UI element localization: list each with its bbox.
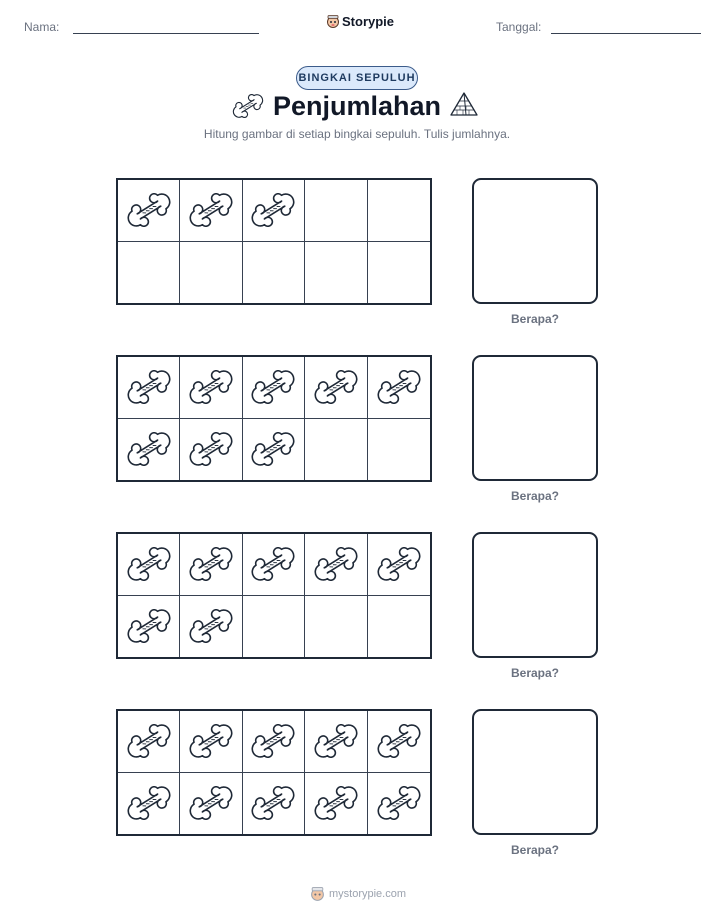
answer-box-4[interactable] bbox=[472, 709, 598, 835]
ten-frame-cell bbox=[368, 711, 430, 773]
ten-frame-cell bbox=[305, 534, 367, 596]
bone-icon bbox=[251, 724, 295, 758]
pyramid-icon bbox=[449, 91, 479, 119]
answer-label-4: Berapa? bbox=[510, 843, 560, 857]
bone-icon bbox=[251, 432, 295, 466]
ten-frame-cell bbox=[305, 357, 367, 419]
ten-frame-cell bbox=[368, 773, 430, 835]
answer-box-1[interactable] bbox=[472, 178, 598, 304]
ten-frame-cell bbox=[118, 596, 180, 658]
ten-frame-cell bbox=[243, 357, 305, 419]
ten-frame-cell bbox=[118, 534, 180, 596]
bone-icon bbox=[377, 547, 421, 581]
ten-frame-cell bbox=[180, 419, 242, 481]
bone-icon bbox=[127, 370, 171, 404]
bone-icon bbox=[189, 724, 233, 758]
ten-frame-cell bbox=[243, 773, 305, 835]
bone-icon bbox=[189, 370, 233, 404]
bone-icon bbox=[127, 547, 171, 581]
ten-frame-cell bbox=[118, 242, 180, 304]
ten-frame-cell bbox=[368, 180, 430, 242]
ten-frame-cell bbox=[243, 180, 305, 242]
ten-frame-3 bbox=[116, 532, 432, 659]
bone-icon bbox=[377, 786, 421, 820]
answer-label-2: Berapa? bbox=[510, 489, 560, 503]
bone-icon bbox=[251, 370, 295, 404]
storypie-logo-icon bbox=[310, 886, 325, 902]
ten-frame-cell bbox=[305, 773, 367, 835]
ten-frame-cell bbox=[118, 419, 180, 481]
answer-box-3[interactable] bbox=[472, 532, 598, 658]
ten-frame-cell bbox=[305, 180, 367, 242]
bone-icon bbox=[189, 609, 233, 643]
ten-frame-2 bbox=[116, 355, 432, 482]
name-field bbox=[24, 20, 259, 34]
bone-icon bbox=[189, 547, 233, 581]
bone-icon bbox=[127, 432, 171, 466]
page-title: Penjumlahan bbox=[272, 91, 442, 121]
ten-frame-cell bbox=[368, 596, 430, 658]
date-field bbox=[496, 20, 701, 34]
ten-frame-4 bbox=[116, 709, 432, 836]
bone-icon bbox=[251, 786, 295, 820]
ten-frame-cell bbox=[180, 711, 242, 773]
date-label: Tanggal: bbox=[496, 20, 542, 34]
storypie-logo-icon bbox=[326, 14, 340, 29]
ten-frame-cell bbox=[180, 242, 242, 304]
name-label: Nama: bbox=[24, 20, 60, 34]
bone-icon bbox=[377, 370, 421, 404]
ten-frame-cell bbox=[118, 711, 180, 773]
ten-frame-cell bbox=[243, 419, 305, 481]
ten-frame-cell bbox=[305, 419, 367, 481]
footer-url: mystorypie.com bbox=[329, 888, 407, 900]
ten-frame-cell bbox=[368, 419, 430, 481]
ten-frame-cell bbox=[180, 534, 242, 596]
bone-icon bbox=[314, 786, 358, 820]
ten-frame-cell bbox=[305, 711, 367, 773]
brand-name: Storypie bbox=[342, 14, 395, 29]
bone-icon bbox=[377, 724, 421, 758]
bone-icon bbox=[189, 786, 233, 820]
ten-frame-1 bbox=[116, 178, 432, 305]
ten-frame-cell bbox=[243, 711, 305, 773]
ten-frame-cell bbox=[180, 180, 242, 242]
answer-label-1: Berapa? bbox=[510, 312, 560, 326]
ten-frame-cell bbox=[118, 773, 180, 835]
brand bbox=[326, 14, 394, 29]
ten-frame-cell bbox=[368, 357, 430, 419]
bone-icon bbox=[127, 193, 171, 227]
ten-frame-cell bbox=[305, 242, 367, 304]
ten-frame-cell bbox=[118, 357, 180, 419]
bone-icon bbox=[127, 609, 171, 643]
bone-icon bbox=[127, 786, 171, 820]
ten-frame-cell bbox=[243, 596, 305, 658]
ten-frame-cell bbox=[118, 180, 180, 242]
instructions: Hitung gambar di setiap bingkai sepuluh. Tulis jumlahnya. bbox=[203, 127, 511, 141]
date-line[interactable] bbox=[551, 21, 701, 34]
bone-icon bbox=[314, 724, 358, 758]
bone-icon bbox=[127, 724, 171, 758]
bone-icon bbox=[251, 547, 295, 581]
ten-frame-cell bbox=[305, 596, 367, 658]
bone-icon bbox=[314, 547, 358, 581]
bone-icon bbox=[314, 370, 358, 404]
ten-frame-cell bbox=[180, 596, 242, 658]
bone-icon bbox=[251, 193, 295, 227]
answer-label-3: Berapa? bbox=[510, 666, 560, 680]
ten-frame-cell bbox=[180, 357, 242, 419]
ten-frame-cell bbox=[180, 773, 242, 835]
ten-frame-cell bbox=[368, 534, 430, 596]
category-badge: BINGKAI SEPULUH bbox=[296, 66, 418, 90]
answer-box-2[interactable] bbox=[472, 355, 598, 481]
name-line[interactable] bbox=[73, 21, 259, 34]
ten-frame-cell bbox=[243, 242, 305, 304]
bone-icon bbox=[189, 193, 233, 227]
bone-icon bbox=[189, 432, 233, 466]
ten-frame-cell bbox=[368, 242, 430, 304]
ten-frame-cell bbox=[243, 534, 305, 596]
footer bbox=[310, 886, 406, 902]
